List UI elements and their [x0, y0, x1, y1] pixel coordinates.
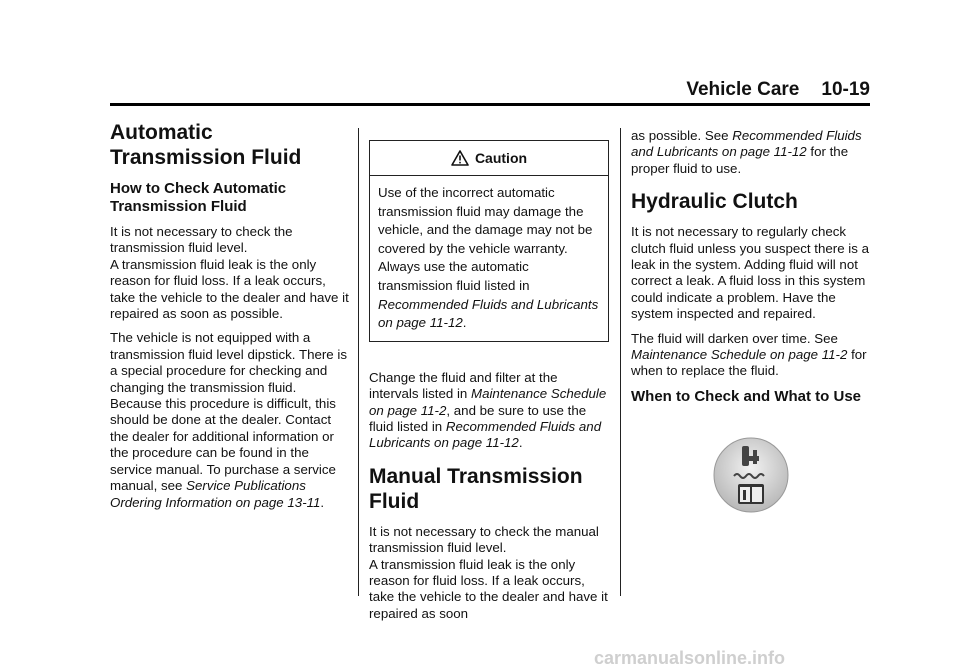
column-divider-1 — [358, 128, 359, 596]
caution-box — [369, 140, 609, 342]
cross-reference[interactable]: Maintenance Schedule on page 11-2 — [631, 347, 848, 363]
paragraph: A transmission fluid leak is the only reason for fluid loss. If a leak occurs, take the vehicle to the dealer and have it repaired as soon as possible. — [110, 256, 349, 322]
caution-text: Use of the incorrect automatic transmission fluid may damage the vehicle, and the damage may not be covered by the vehicle warranty. Always use the automatic transmission fluid listed in Recommended Fluids and Lubricants on page 11-12. — [378, 185, 599, 331]
paragraph: It is not necessary to check the transmission fluid level. — [110, 224, 293, 256]
column-3 — [631, 128, 871, 514]
column-2 — [369, 130, 609, 630]
how-to-check-heading: How to Check Automatic Transmission Fluid — [110, 180, 287, 215]
cross-reference[interactable]: Recommended Fluids and Lubricants on page 11-12 — [378, 296, 599, 331]
cross-reference[interactable]: Recommended Fluids and Lubricants on page 11-12 — [631, 128, 862, 160]
when-to-check-heading: When to Check and What to Use — [631, 387, 862, 405]
page-header — [110, 78, 870, 106]
paragraph: Change the fluid and filter at the intervals listed in Maintenance Schedule on page 11-2, and be sure to use the fluid listed in Recommended Fluids and Lubricants on page 11-12. — [369, 369, 607, 451]
caution-header — [370, 141, 608, 176]
manual-transmission-heading: Manual Transmission Fluid — [369, 464, 583, 513]
cross-reference[interactable]: Service Publications Ordering Information on page 13-11 — [110, 478, 321, 510]
paragraph: The fluid will darken over time. See Maintenance Schedule on page 11-2 for when to replace the fluid. — [631, 330, 867, 379]
hydraulic-clutch-heading: Hydraulic Clutch — [631, 190, 798, 214]
automatic-transmission-heading: Automatic Transmission Fluid — [110, 121, 302, 169]
column-divider-2 — [620, 128, 621, 596]
paragraph: It is not necessary to check the manual transmission fluid level. — [369, 523, 599, 556]
paragraph: It is not necessary to regularly check clutch fluid unless you suspect there is a leak in the system. Adding fluid will not correct a leak. A fluid loss in this system could indicate a problem. Have the system inspected and repaired. — [631, 224, 869, 322]
paragraph: A transmission fluid leak is the only reason for fluid loss. If a leak occurs, take the vehicle to the dealer and have it repaired as soon — [369, 556, 608, 621]
cross-reference[interactable]: Recommended Fluids and Lubricants on page 11-12 — [369, 418, 602, 451]
paragraph: The vehicle is not equipped with a transmission fluid level dipstick. There is a special procedure for checking and changing the transmission fluid. Because this procedure is difficult, this should be done at the dealer. Contact the dealer for additional information or the procedure can be found in the service manual. To purchase a service manual, see Service Publications Ordering Information on page 13-11. — [110, 330, 347, 510]
caution-label: Caution — [474, 149, 528, 166]
cross-reference[interactable]: Maintenance Schedule on page 11-2 — [369, 386, 607, 418]
column-1 — [110, 120, 350, 519]
section-title: Vehicle Care — [686, 79, 800, 100]
page-number: 10-19 — [821, 79, 870, 100]
clutch-fluid-reservoir-icon — [712, 436, 790, 514]
paragraph: as possible. See Recommended Fluids and Lubricants on page 11-12 for the proper fluid to use. — [631, 128, 862, 176]
watermark: carmanualsonline.info — [594, 648, 786, 668]
caution-triangle-icon — [451, 150, 469, 166]
